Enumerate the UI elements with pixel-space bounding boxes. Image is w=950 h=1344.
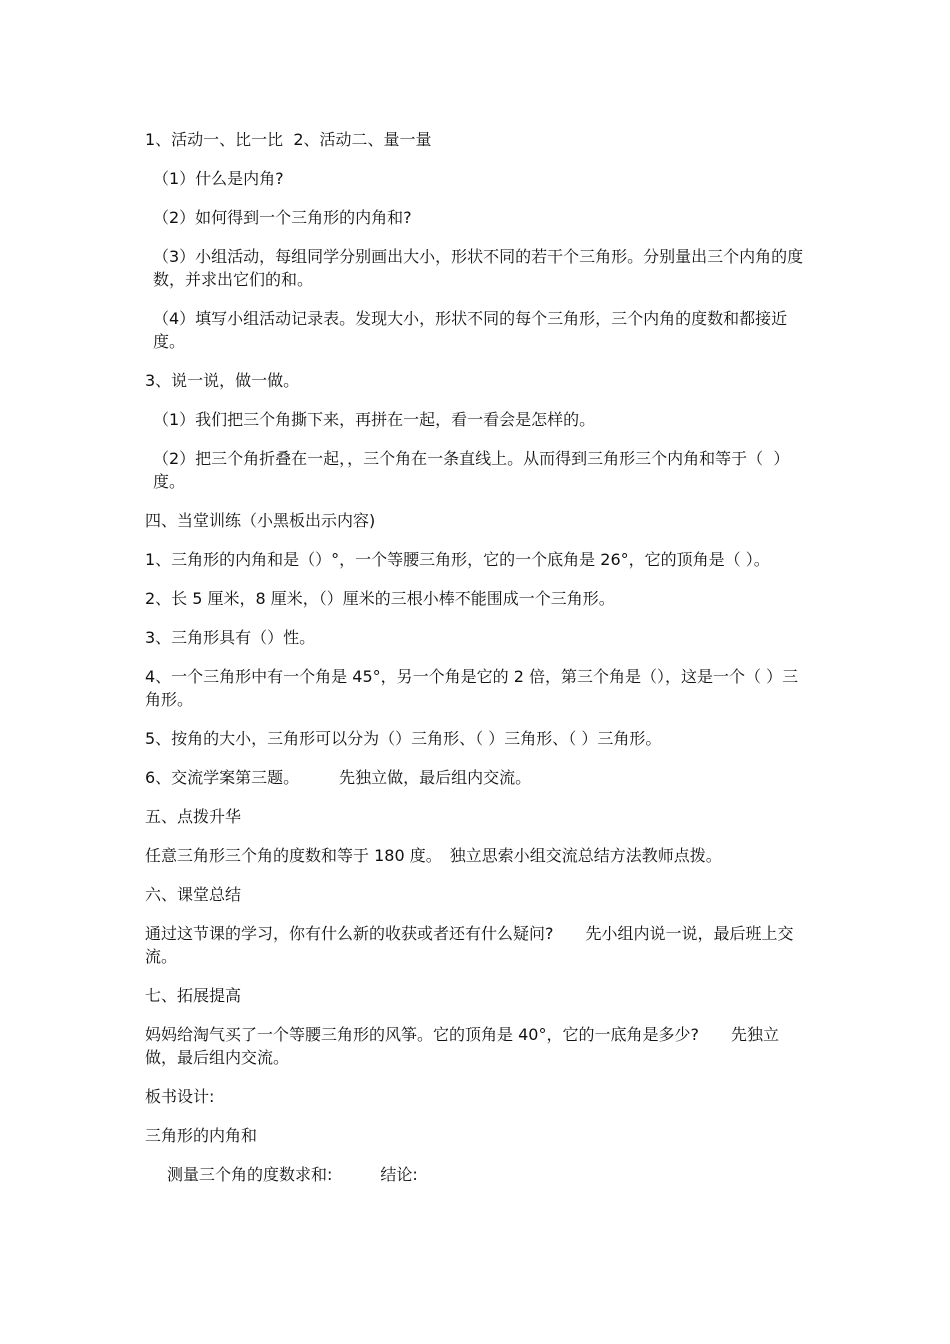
heading-summary: 六、课堂总结 (145, 885, 242, 904)
heading-practice: 四、当堂训练（小黑板出示内容) (145, 511, 376, 530)
exercise-2: 2、长 5 厘米，8 厘米，（）厘米的三根小棒不能围成一个三角形。 (145, 589, 615, 608)
exercise-4: 4、一个三角形中有一个角是 45°，另一个角是它的 2 倍，第三个角是（），这是一个（ ）三角形。 (145, 667, 799, 709)
paragraph-tear-angles: （1）我们把三个角撕下来，再拼在一起，看一看会是怎样的。 (153, 410, 596, 429)
board-measure-conclusion: 测量三个角的度数求和: 结论: (167, 1165, 418, 1184)
document-body (145, 128, 820, 1202)
heading-board-design: 板书设计: (145, 1087, 215, 1106)
paragraph-q3: （3）小组活动，每组同学分别画出大小，形状不同的若干个三角形。分别量出三个内角的度数，并求出它们的和。 (153, 247, 804, 289)
paragraph-kite-problem: 妈妈给淘气买了一个等腰三角形的风筝。它的顶角是 40°，它的一底角是多少? 先独立做，最后组内交流。 (145, 1025, 779, 1067)
heading-extension: 七、拓展提高 (145, 986, 242, 1005)
paragraph-summary: 通过这节课的学习，你有什么新的收获或者还有什么疑问? 先小组内说一说，最后班上交流。 (145, 924, 794, 966)
exercise-1: 1、三角形的内角和是（）°，一个等腰三角形，它的一个底角是 26°，它的顶角是（ ）。 (145, 550, 770, 569)
paragraph-q2: （2）如何得到一个三角形的内角和? (153, 208, 412, 227)
paragraph-q4: （4）填写小组活动记录表。发现大小，形状不同的每个三角形，三个内角的度数和都接近 度。 (153, 309, 820, 351)
paragraph-angle-sum: 任意三角形三个角的度数和等于 180 度。 独立思索小组交流总结方法教师点拨。 (145, 846, 722, 865)
heading-guidance: 五、点拨升华 (145, 807, 242, 826)
paragraph-fold-angles: （2）把三个角折叠在一起，，三个角在一条直线上。从而得到三角形三个内角和等于（ ）度。 (153, 449, 790, 491)
exercise-6: 6、交流学案第三题。 先独立做，最后组内交流。 (145, 768, 532, 787)
paragraph-activities: 1、活动一、比一比 2、活动二、量一量 (145, 130, 432, 149)
paragraph-say-do: 3、说一说，做一做。 (145, 371, 300, 390)
exercise-5: 5、按角的大小，三角形可以分为（）三角形、（ ）三角形、（ ）三角形。 (145, 729, 662, 748)
exercise-3: 3、三角形具有（）性。 (145, 628, 316, 647)
board-title: 三角形的内角和 (145, 1126, 258, 1145)
paragraph-q1: （1）什么是内角? (153, 169, 284, 188)
